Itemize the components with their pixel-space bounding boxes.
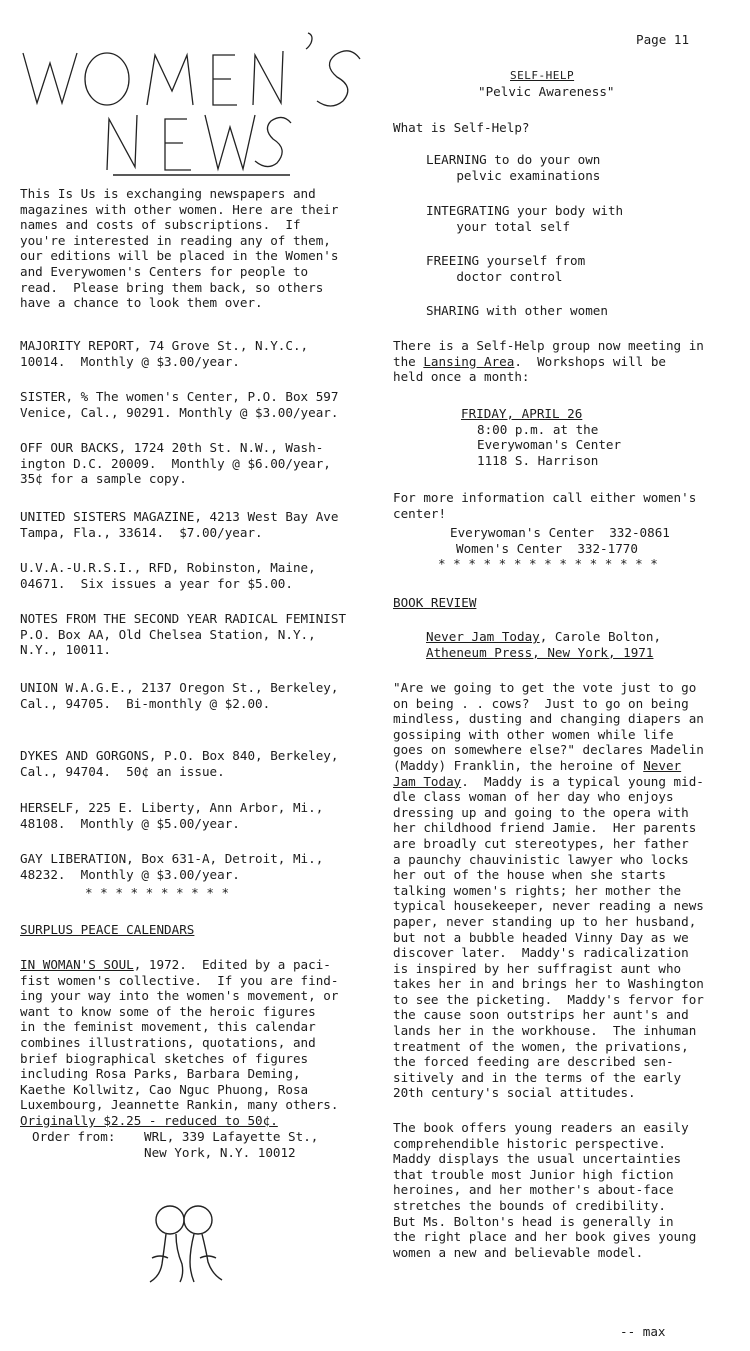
review-line: is inspired by her suffragist aunt who bbox=[393, 960, 682, 976]
selfhelp-item bbox=[426, 303, 608, 319]
review-line: heroines, and her mother's about-face bbox=[393, 1182, 674, 1198]
listing-line: OFF OUR BACKS, 1724 20th St. N.W., Wash- bbox=[20, 440, 324, 455]
review-line: . Maddy is a typical young mid- bbox=[461, 773, 704, 789]
review-line: mindless, dusting and changing diapers an bbox=[393, 711, 704, 727]
selfhelp-subtitle: "Pelvic Awareness" bbox=[478, 84, 615, 99]
review-signature: -- max bbox=[620, 1324, 666, 1339]
listing bbox=[20, 748, 338, 779]
selfhelp-item bbox=[426, 203, 623, 234]
listing bbox=[20, 338, 308, 369]
selfhelp-item-line: your total self bbox=[426, 218, 571, 234]
listing-line: 04671. Six issues a year for $5.00. bbox=[20, 575, 293, 591]
listing bbox=[20, 800, 323, 831]
intro-line: and Everywomen's Centers for people to bbox=[20, 263, 309, 279]
listing-line: 48232. Monthly @ $3.00/year. bbox=[20, 866, 240, 882]
review-paragraph bbox=[393, 680, 704, 1101]
order-address-line: WRL, 339 Lafayette St., bbox=[144, 1129, 319, 1144]
calendar-line: in the feminist movement, this calendar bbox=[20, 1019, 316, 1035]
calendar-line: including Rosa Parks, Barbara Deming, bbox=[20, 1066, 301, 1082]
left-column bbox=[20, 186, 338, 311]
order-label: Order from: bbox=[32, 1129, 116, 1144]
calendar-line: combines illustrations, quotations, and bbox=[20, 1034, 316, 1050]
listing-line: DYKES AND GORGONS, P.O. Box 840, Berkeley, bbox=[20, 748, 339, 763]
review-line: the right place and her book gives young bbox=[393, 1229, 697, 1245]
listing bbox=[20, 560, 316, 591]
info-paragraph bbox=[393, 490, 696, 521]
review-line: 20th century's social attitudes. bbox=[393, 1085, 636, 1101]
calendar-title: IN WOMAN'S SOUL bbox=[20, 957, 134, 972]
masthead-logo bbox=[15, 15, 365, 180]
listing-line: U.V.A.-U.R.S.I., RFD, Robinston, Maine, bbox=[20, 560, 316, 575]
calendar-line: Luxembourg, Jeannette Rankin, many others. bbox=[20, 1097, 339, 1113]
listing-line: 10014. Monthly @ $3.00/year. bbox=[20, 353, 240, 369]
listing-line: SISTER, % The women's Center, P.O. Box 597 bbox=[20, 389, 339, 404]
review-line: sitively and in the terms of the early bbox=[393, 1069, 682, 1085]
intro-line: names and costs of subscriptions. If bbox=[20, 217, 301, 233]
selfhelp-item-line: LEARNING to do your own bbox=[426, 152, 601, 167]
listing-line: 35¢ for a sample copy. bbox=[20, 471, 187, 487]
book-publisher: Atheneum Press, New York, 1971 bbox=[426, 644, 654, 660]
review-line: that trouble most Junior high fiction bbox=[393, 1166, 674, 1182]
review-line: are broadly cut stereotypes, her father bbox=[393, 835, 689, 851]
listing bbox=[20, 611, 346, 658]
review-paragraph-2 bbox=[393, 1120, 696, 1260]
calendar-line: brief biographical sketches of figures bbox=[20, 1050, 309, 1066]
listing bbox=[20, 509, 338, 540]
selfhelp-item-line: SHARING with other women bbox=[426, 303, 608, 318]
listing-line: NOTES FROM THE SECOND YEAR RADICAL FEMINIST bbox=[20, 611, 347, 626]
review-line: a paunchy chauvinistic lawyer who locks bbox=[393, 851, 689, 867]
page-number: Page 11 bbox=[636, 32, 690, 47]
review-line: her childhood friend Jamie. Her parents bbox=[393, 820, 697, 836]
listing bbox=[20, 389, 338, 420]
intro-line: This Is Us is exchanging newspapers and bbox=[20, 186, 316, 201]
calendar-heading: SURPLUS PEACE CALENDARS bbox=[20, 922, 195, 937]
info-line: center! bbox=[393, 505, 447, 521]
review-line: takes her in and brings her to Washington bbox=[393, 976, 704, 992]
listing-line: Cal., 94704. 50¢ an issue. bbox=[20, 763, 225, 779]
review-line: dle class woman of her day who enjoys bbox=[393, 789, 674, 805]
listing-line: Cal., 94705. Bi-monthly @ $2.00. bbox=[20, 695, 271, 711]
review-line: paper, never standing up to her husband, bbox=[393, 913, 697, 929]
review-line: comprehendible historic perspective. bbox=[393, 1135, 666, 1151]
review-line: the forced feeding are described sen- bbox=[393, 1054, 674, 1070]
intro-line: you're interested in reading any of them, bbox=[20, 232, 331, 248]
calendar-paragraph bbox=[20, 957, 338, 1129]
listing-line: 48108. Monthly @ $5.00/year. bbox=[20, 815, 240, 831]
review-line: stretches the bounds of credibility. bbox=[393, 1197, 666, 1213]
selfhelp-item-line: pelvic examinations bbox=[426, 167, 601, 183]
review-line: on being . . cows? Just to go on being bbox=[393, 695, 689, 711]
review-line: but not a bubble headed Vinny Day as we bbox=[393, 929, 689, 945]
event-line: 1118 S. Harrison bbox=[477, 452, 599, 468]
listing-line: P.O. Box AA, Old Chelsea Station, N.Y., bbox=[20, 626, 316, 642]
selfhelp-item-line: doctor control bbox=[426, 268, 563, 284]
info-line: For more information call either women's bbox=[393, 490, 697, 505]
listing-line: UNION W.A.G.E., 2137 Oregon St., Berkeley, bbox=[20, 680, 339, 695]
intro-line: have a chance to look them over. bbox=[20, 295, 263, 311]
review-line: goes on somewhere else?" declares Madelin bbox=[393, 742, 704, 758]
listing bbox=[20, 680, 338, 711]
review-line: her out of the house when she starts bbox=[393, 867, 666, 883]
calendar-price: Originally $2.25 - reduced to 50¢. bbox=[20, 1112, 278, 1128]
review-line: talking women's rights; her mother the bbox=[393, 882, 682, 898]
group-line: held once a month: bbox=[393, 369, 530, 385]
selfhelp-item bbox=[426, 253, 585, 284]
review-line: "Are we going to get the vote just to go bbox=[393, 680, 697, 695]
calendar-line: fist women's collective. If you are find- bbox=[20, 972, 339, 988]
book-author: , Carole Bolton, bbox=[539, 629, 662, 644]
listing-line: MAJORITY REPORT, 74 Grove St., N.Y.C., bbox=[20, 338, 309, 353]
calendar-line: , 1972. Edited by a paci- bbox=[133, 957, 331, 972]
listing-line: Venice, Cal., 90291. Monthly @ $3.00/year. bbox=[20, 404, 339, 420]
review-heading: BOOK REVIEW bbox=[393, 595, 477, 610]
star-divider: * * * * * * * * * * bbox=[85, 885, 230, 900]
group-place: Lansing Area bbox=[423, 353, 515, 369]
review-line: dressing up and going to the opera with bbox=[393, 804, 689, 820]
listing-line: UNITED SISTERS MAGAZINE, 4213 West Bay Ave bbox=[20, 509, 339, 524]
phone-list bbox=[420, 525, 670, 556]
calendar-line: want to know some of the heroic figures bbox=[20, 1003, 316, 1019]
book-citation bbox=[426, 629, 661, 660]
calendar-line: Kaethe Kollwitz, Cao Nguc Phuong, Rosa bbox=[20, 1081, 309, 1097]
review-line: gossiping with other women while life bbox=[393, 726, 674, 742]
review-book-ref: Jam Today bbox=[393, 773, 462, 789]
listing bbox=[20, 851, 323, 882]
event-line: Everywoman's Center bbox=[477, 437, 622, 453]
intro-line: our editions will be placed in the Women's bbox=[20, 248, 339, 264]
women-symbol-doodle-icon bbox=[140, 1198, 230, 1293]
selfhelp-question: What is Self-Help? bbox=[393, 120, 530, 135]
review-line: typical housekeeper, never reading a news bbox=[393, 898, 704, 914]
review-line: women a new and believable model. bbox=[393, 1244, 644, 1260]
review-line: Maddy displays the usual uncertainties bbox=[393, 1151, 682, 1167]
calendar-line: ing your way into the women's movement, or bbox=[20, 988, 339, 1004]
review-line: lands her in the workhouse. The inhuman bbox=[393, 1023, 697, 1039]
review-line: discover later. Maddy's radicalization bbox=[393, 945, 689, 961]
review-line: But Ms. Bolton's head is generally in bbox=[393, 1213, 674, 1229]
group-line: There is a Self-Help group now meeting in bbox=[393, 338, 704, 353]
intro-line: read. Please bring them back, so others bbox=[20, 279, 324, 295]
event-block bbox=[461, 406, 621, 468]
review-line: the cause soon outstrips her aunt's and bbox=[393, 1007, 689, 1023]
event-date: FRIDAY, APRIL 26 bbox=[461, 406, 583, 421]
selfhelp-heading: SELF-HELP bbox=[510, 69, 575, 82]
review-line: to see the picketing. Maddy's fervor for bbox=[393, 991, 704, 1007]
group-line: the bbox=[393, 353, 424, 369]
listing-line: Tampa, Fla., 33614. $7.00/year. bbox=[20, 524, 263, 540]
phone-line: Everywoman's Center 332-0861 bbox=[450, 525, 670, 540]
listing-line: N.Y., 10011. bbox=[20, 642, 111, 658]
listing bbox=[20, 440, 331, 487]
group-paragraph bbox=[393, 338, 704, 385]
review-line: treatment of the women, the privations, bbox=[393, 1038, 689, 1054]
listing-line: ington D.C. 20009. Monthly @ $6.00/year, bbox=[20, 455, 331, 471]
listing-line: GAY LIBERATION, Box 631-A, Detroit, Mi., bbox=[20, 851, 324, 866]
book-title: Never Jam Today bbox=[426, 629, 540, 644]
selfhelp-item bbox=[426, 152, 600, 183]
selfhelp-item-line: FREEING yourself from bbox=[426, 253, 586, 268]
listing-line: HERSELF, 225 E. Liberty, Ann Arbor, Mi., bbox=[20, 800, 324, 815]
order-address-line: New York, N.Y. 10012 bbox=[144, 1145, 296, 1160]
phone-line: Women's Center 332-1770 bbox=[456, 540, 638, 556]
intro-line: magazines with other women. Here are their bbox=[20, 201, 339, 217]
review-line: The book offers young readers an easily bbox=[393, 1120, 689, 1135]
group-line: . Workshops will be bbox=[514, 353, 666, 369]
review-line: (Maddy) Franklin, the heroine of bbox=[393, 757, 644, 773]
review-book-ref: Never bbox=[643, 757, 682, 773]
intro-paragraph bbox=[20, 186, 338, 311]
event-line: 8:00 p.m. at the bbox=[477, 421, 599, 437]
selfhelp-item-line: INTEGRATING your body with bbox=[426, 203, 624, 218]
star-divider: * * * * * * * * * * * * * * * bbox=[438, 556, 658, 571]
